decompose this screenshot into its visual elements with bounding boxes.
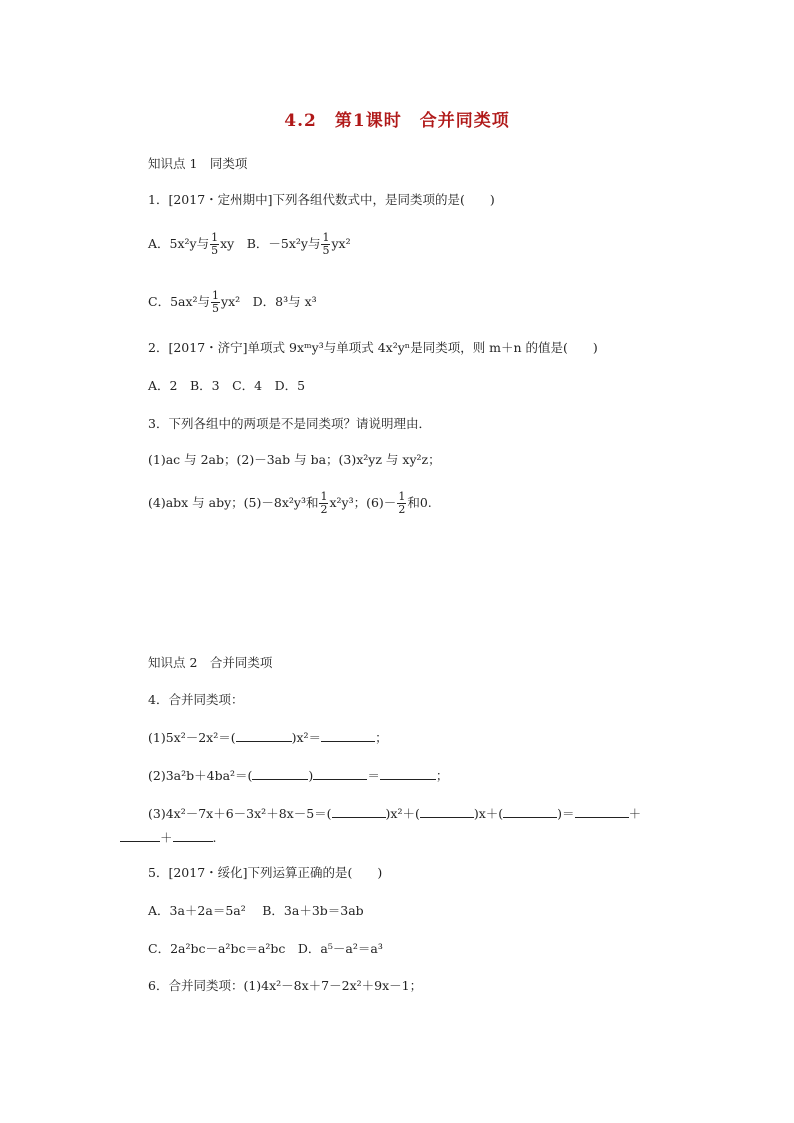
fraction (210, 232, 219, 257)
part-text: ＋ (628, 806, 642, 821)
page-title: 4.2 第1课时 合并同类项 (284, 111, 510, 131)
option-cd-tail: yx² D．8³与 x³ (221, 294, 317, 309)
part-text: )x²＝ (291, 730, 322, 745)
fraction-numerator: 1 (322, 231, 330, 244)
part-text: (2)3a²b＋4ba²＝( (148, 768, 253, 783)
question-1-options-ab (148, 232, 351, 257)
fraction (319, 491, 328, 516)
question-4-part-3-continued (120, 829, 217, 847)
fraction-denominator: 5 (211, 244, 219, 257)
part-text: ； (435, 768, 449, 783)
section-heading-2: 知识点 2 合并同类项 (148, 655, 273, 670)
fraction-numerator: 1 (212, 289, 220, 302)
part-text: (3)4x²－7x＋6－3x²＋8x－5＝( (148, 806, 332, 821)
fraction-numerator: 1 (398, 490, 406, 503)
question-5-stem: 5．[2017・绥化]下列运算正确的是( ) (148, 865, 383, 880)
question-2-stem: 2．[2017・济宁]单项式 9xᵐy³与单项式 4x²yⁿ是同类项，则 m＋n 的值是( ) (148, 340, 598, 355)
row2-mid: x²y³；(6)－ (329, 495, 397, 510)
question-5-options-ab: A．3a＋2a＝5a² B．3a＋3b＝3ab (148, 903, 364, 918)
fraction (211, 290, 220, 315)
question-4-part-3 (148, 805, 641, 823)
question-4-part-1 (148, 729, 388, 747)
part-text: ＝ (367, 768, 380, 783)
answer-blank[interactable] (503, 805, 557, 818)
answer-blank[interactable] (420, 805, 474, 818)
fraction-denominator: 2 (320, 503, 328, 516)
question-2-options: A．2 B．3 C．4 D．5 (148, 378, 306, 393)
row2-tail: 和0. (407, 495, 432, 510)
part-text: . (212, 830, 217, 845)
option-a-text: A．5x²y与 (148, 236, 210, 251)
question-3-row-1: (1)ac 与 2ab；(2)－3ab 与 ba；(3)x²yz 与 xy²z； (148, 452, 441, 467)
answer-blank[interactable] (321, 729, 375, 742)
part-text: ； (375, 730, 388, 745)
fraction-denominator: 5 (212, 302, 220, 315)
fraction-denominator: 5 (322, 244, 330, 257)
part-text: (1)5x²－2x²＝( (148, 730, 236, 745)
answer-blank[interactable] (575, 805, 629, 818)
answer-blank[interactable] (332, 805, 386, 818)
part-text: ＋ (160, 830, 173, 845)
fraction-numerator: 1 (211, 231, 219, 244)
question-5-options-cd: C．2a²bc－a²bc＝a²bc D．a⁵－a²＝a³ (148, 941, 383, 956)
option-b-tail: yx² (331, 236, 351, 251)
question-4-stem: 4．合并同类项： (148, 692, 244, 707)
part-text: )＝ (557, 806, 575, 821)
question-1-stem: 1．[2017・定州期中]下列各组代数式中，是同类项的是( ) (148, 192, 495, 207)
answer-blank[interactable] (380, 767, 436, 780)
answer-blank[interactable] (236, 729, 292, 742)
part-text: )x²＋( (385, 806, 420, 821)
answer-blank[interactable] (120, 829, 160, 842)
part-text: ) (308, 768, 314, 783)
fraction-numerator: 1 (320, 490, 328, 503)
fraction-denominator: 2 (398, 503, 406, 516)
question-4-part-2 (148, 767, 448, 785)
question-6-stem: 6．合并同类项：(1)4x²－8x＋7－2x²＋9x－1； (148, 978, 423, 993)
question-3-row-2 (148, 491, 432, 516)
answer-blank[interactable] (252, 767, 308, 780)
row2-text: (4)abx 与 aby；(5)－8x²y³和 (148, 495, 319, 510)
fraction (397, 491, 406, 516)
fraction (321, 232, 330, 257)
section-heading-1: 知识点 1 同类项 (148, 156, 248, 171)
answer-blank[interactable] (173, 829, 213, 842)
option-b-text: xy B．－5x²y与 (220, 236, 321, 251)
question-3-stem: 3．下列各组中的两项是不是同类项？请说明理由． (148, 416, 431, 431)
part-text: )x＋( (473, 806, 504, 821)
question-1-options-cd (148, 290, 317, 315)
answer-blank[interactable] (313, 767, 367, 780)
option-c-text: C．5ax²与 (148, 294, 211, 309)
